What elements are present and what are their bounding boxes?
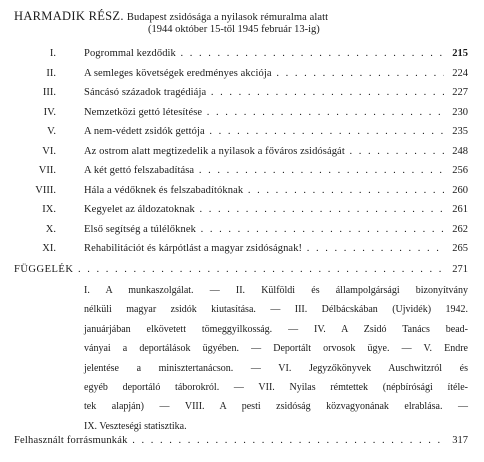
chapter-number: XI. <box>42 243 56 254</box>
appendix-line: IX. Veszteségi statisztika. <box>84 420 187 432</box>
chapter-title: A nem-védett zsidók gettója . . . <box>84 124 444 140</box>
appendix-line: nélküli magyar zsidók kiutasítása. — III. Délbácskában (Ujvidék) 1942. <box>84 304 468 316</box>
sources-page: 317 <box>446 433 468 449</box>
chapter-page: 248 <box>446 144 468 160</box>
chapter-page: 235 <box>446 124 468 140</box>
chapter-title: Nemzetközi gettó létesítése . . . <box>84 105 444 121</box>
chapter-page: 260 <box>446 183 468 199</box>
chapter-row <box>0 183 468 199</box>
chapter-title: A semleges követségek eredményes akciója . . . <box>84 66 444 82</box>
sources-row <box>14 433 468 449</box>
chapter-title: Első segítség a túlélőknek . . . <box>84 222 444 238</box>
appendix-line: I. A munkaszolgálat. — II. Külföldi és állampolgársági bizonyítvány <box>84 285 468 296</box>
chapter-page: 256 <box>446 163 468 179</box>
chapter-title: Sáncásó századok tragédiája . . . <box>84 85 444 101</box>
chapter-page: 224 <box>446 66 468 82</box>
chapter-number: IX. <box>42 204 56 215</box>
appendix-line: januárjában elkövetett tömeggyilkosság. — IV. A Zsidó Tanács bead- <box>84 323 468 335</box>
chapter-title: Hála a védőknek és felszabadítóknak . . . <box>84 183 444 199</box>
chapter-row <box>0 46 468 62</box>
appendix-page: 271 <box>446 262 468 278</box>
chapter-page: 265 <box>446 241 468 257</box>
chapter-title: Pogrommal kezdődik . . . <box>84 46 444 62</box>
chapter-row <box>0 222 468 238</box>
chapter-number: V. <box>47 126 56 137</box>
appendix-title: FÜGGELÉK . . . <box>14 262 444 278</box>
chapter-number: X. <box>45 223 56 235</box>
chapter-title: A két gettó felszabadítása . . . <box>84 163 444 179</box>
chapter-page: 262 <box>446 222 468 238</box>
chapter-page: 215 <box>446 46 468 62</box>
sources-title: Felhasznált forrásmunkák . . . <box>14 433 444 449</box>
chapter-number: IV. <box>43 106 56 118</box>
chapter-title: Kegyelet az áldozatoknak . . . <box>84 202 444 218</box>
chapter-page: 230 <box>446 105 468 121</box>
part-label: HARMADIK RÉSZ. <box>14 9 124 23</box>
appendix-row <box>14 262 468 278</box>
chapter-row <box>0 85 468 101</box>
appendix-line: ványai a deportálások ügyében. — Deportált orvosok ügye. — V. Endre <box>84 343 468 355</box>
appendix-line: jelentése a minisztertanácson. — VI. Jegyzőkönyvek Auschwitzról és <box>84 362 468 374</box>
chapter-row <box>0 105 468 121</box>
chapter-number: VI. <box>42 145 56 157</box>
chapter-title: Az ostrom alatt megtizedelik a nyilasok a főváros zsidóságát . . . <box>84 144 444 160</box>
part-title: Budapest zsidósága a nyilasok rémuralma alatt <box>126 12 329 23</box>
chapter-row <box>0 202 468 218</box>
chapter-row <box>0 66 468 82</box>
chapter-number: II. <box>46 67 56 79</box>
chapter-number: VII. <box>38 165 56 176</box>
appendix-line: egyéb deportáló táborokról. — VII. Nyilas rémtettek (népbírósági ítéle- <box>84 381 468 393</box>
chapter-number: III. <box>42 87 56 98</box>
appendix-contents <box>84 281 468 436</box>
chapter-number: VIII. <box>35 184 56 196</box>
part-subtitle: (1944 október 15-től 1945 február 13-ig) <box>148 24 320 35</box>
chapter-row <box>0 124 468 140</box>
chapter-row <box>0 163 468 179</box>
chapter-row <box>0 241 468 257</box>
chapter-title: Rehabilitációt és kárpótlást a magyar zsidóságnak! . . . <box>84 241 444 257</box>
chapter-page: 261 <box>446 202 468 218</box>
appendix-line: tek alapján) — VIII. A pesti zsidóság közvagyonának elrablása. — <box>84 401 468 413</box>
chapter-row <box>0 144 468 160</box>
chapter-page: 227 <box>446 85 468 101</box>
chapter-number: I. <box>49 48 56 59</box>
